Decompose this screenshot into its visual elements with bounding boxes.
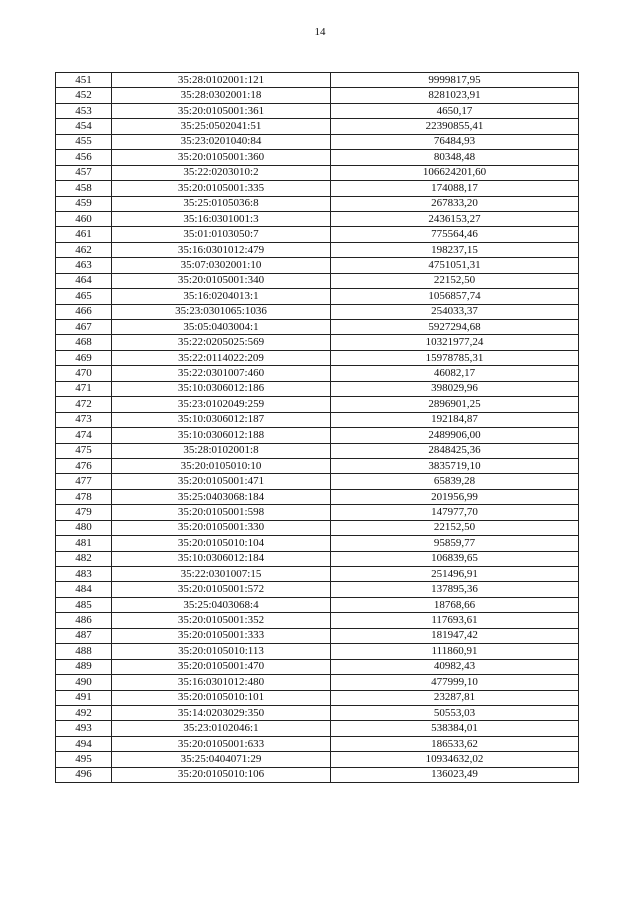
cadastral-number-cell: 35:22:0114022:209 xyxy=(112,350,331,365)
table-row xyxy=(56,505,579,520)
row-number-cell: 471 xyxy=(56,381,112,396)
row-number-cell: 458 xyxy=(56,181,112,196)
cadastral-number-cell: 35:23:0102046:1 xyxy=(112,721,331,736)
cadastral-number-cell: 35:20:0105001:633 xyxy=(112,736,331,751)
cadastral-number-cell: 35:20:0105001:361 xyxy=(112,103,331,118)
value-cell: 46082,17 xyxy=(331,366,579,381)
table-row xyxy=(56,752,579,767)
row-number-cell: 453 xyxy=(56,103,112,118)
row-number-cell: 487 xyxy=(56,628,112,643)
value-cell: 80348,48 xyxy=(331,150,579,165)
value-cell: 2896901,25 xyxy=(331,397,579,412)
table-row xyxy=(56,613,579,628)
value-cell: 18768,66 xyxy=(331,597,579,612)
page-number: 14 xyxy=(314,26,326,38)
row-number-cell: 482 xyxy=(56,551,112,566)
row-number-cell: 462 xyxy=(56,242,112,257)
cadastral-number-cell: 35:20:0105001:470 xyxy=(112,659,331,674)
table-row xyxy=(56,381,579,396)
table-row xyxy=(56,289,579,304)
cadastral-number-cell: 35:25:0105036:8 xyxy=(112,196,331,211)
table-row xyxy=(56,227,579,242)
row-number-cell: 456 xyxy=(56,150,112,165)
cadastral-number-cell: 35:28:0102001:121 xyxy=(112,73,331,88)
value-cell: 15978785,31 xyxy=(331,350,579,365)
row-number-cell: 486 xyxy=(56,613,112,628)
row-number-cell: 478 xyxy=(56,489,112,504)
cadastral-number-cell: 35:20:0105001:330 xyxy=(112,520,331,535)
value-cell: 192184,87 xyxy=(331,412,579,427)
row-number-cell: 485 xyxy=(56,597,112,612)
row-number-cell: 465 xyxy=(56,289,112,304)
value-cell: 95859,77 xyxy=(331,536,579,551)
row-number-cell: 466 xyxy=(56,304,112,319)
row-number-cell: 455 xyxy=(56,134,112,149)
value-cell: 22390855,41 xyxy=(331,119,579,134)
cadastral-number-cell: 35:23:0102049:259 xyxy=(112,397,331,412)
cadastral-number-cell: 35:25:0403068:184 xyxy=(112,489,331,504)
value-cell: 117693,61 xyxy=(331,613,579,628)
value-cell: 181947,42 xyxy=(331,628,579,643)
cadastral-number-cell: 35:20:0105010:113 xyxy=(112,644,331,659)
row-number-cell: 481 xyxy=(56,536,112,551)
row-number-cell: 491 xyxy=(56,690,112,705)
value-cell: 174088,17 xyxy=(331,181,579,196)
cadastral-number-cell: 35:22:0203010:2 xyxy=(112,165,331,180)
cadastral-number-cell: 35:10:0306012:186 xyxy=(112,381,331,396)
table-row xyxy=(56,659,579,674)
cadastral-number-cell: 35:28:0302001:18 xyxy=(112,88,331,103)
value-cell: 147977,70 xyxy=(331,505,579,520)
table-row xyxy=(56,690,579,705)
row-number-cell: 454 xyxy=(56,119,112,134)
table-row xyxy=(56,721,579,736)
cadastral-number-cell: 35:23:0301065:1036 xyxy=(112,304,331,319)
row-number-cell: 472 xyxy=(56,397,112,412)
table-row xyxy=(56,181,579,196)
table-row xyxy=(56,242,579,257)
cadastral-number-cell: 35:20:0105001:352 xyxy=(112,613,331,628)
value-cell: 106839,65 xyxy=(331,551,579,566)
table-row xyxy=(56,150,579,165)
table-row xyxy=(56,258,579,273)
value-cell: 5927294,68 xyxy=(331,320,579,335)
value-cell: 254033,37 xyxy=(331,304,579,319)
cadastral-number-cell: 35:20:0105010:101 xyxy=(112,690,331,705)
cadastral-number-cell: 35:14:0203029:350 xyxy=(112,705,331,720)
row-number-cell: 477 xyxy=(56,474,112,489)
table-row xyxy=(56,134,579,149)
row-number-cell: 461 xyxy=(56,227,112,242)
table-row xyxy=(56,644,579,659)
table-row xyxy=(56,443,579,458)
table-row xyxy=(56,304,579,319)
row-number-cell: 489 xyxy=(56,659,112,674)
cadastral-number-cell: 35:20:0105010:104 xyxy=(112,536,331,551)
value-cell: 398029,96 xyxy=(331,381,579,396)
row-number-cell: 452 xyxy=(56,88,112,103)
value-cell: 201956,99 xyxy=(331,489,579,504)
cadastral-number-cell: 35:07:0302001:10 xyxy=(112,258,331,273)
value-cell: 2436153,27 xyxy=(331,211,579,226)
row-number-cell: 460 xyxy=(56,211,112,226)
table-row xyxy=(56,320,579,335)
row-number-cell: 468 xyxy=(56,335,112,350)
table-row xyxy=(56,211,579,226)
cadastral-number-cell: 35:05:0403004:1 xyxy=(112,320,331,335)
table-row xyxy=(56,675,579,690)
value-cell: 10934632,02 xyxy=(331,752,579,767)
value-cell: 76484,93 xyxy=(331,134,579,149)
row-number-cell: 459 xyxy=(56,196,112,211)
table-row xyxy=(56,767,579,782)
value-cell: 2489906,00 xyxy=(331,428,579,443)
cadastral-number-cell: 35:23:0201040:84 xyxy=(112,134,331,149)
row-number-cell: 495 xyxy=(56,752,112,767)
value-cell: 2848425,36 xyxy=(331,443,579,458)
table-row xyxy=(56,536,579,551)
cadastral-number-cell: 35:10:0306012:188 xyxy=(112,428,331,443)
table-row xyxy=(56,567,579,582)
cadastral-number-cell: 35:22:0205025:569 xyxy=(112,335,331,350)
value-cell: 538384,01 xyxy=(331,721,579,736)
table-row xyxy=(56,474,579,489)
table-row xyxy=(56,428,579,443)
row-number-cell: 467 xyxy=(56,320,112,335)
cadastral-number-cell: 35:20:0105010:106 xyxy=(112,767,331,782)
row-number-cell: 492 xyxy=(56,705,112,720)
cadastral-number-cell: 35:01:0103050:7 xyxy=(112,227,331,242)
value-cell: 50553,03 xyxy=(331,705,579,720)
cadastral-number-cell: 35:16:0301012:480 xyxy=(112,675,331,690)
value-cell: 10321977,24 xyxy=(331,335,579,350)
table-row xyxy=(56,412,579,427)
table-body xyxy=(56,73,579,783)
row-number-cell: 451 xyxy=(56,73,112,88)
value-cell: 111860,91 xyxy=(331,644,579,659)
value-cell: 136023,49 xyxy=(331,767,579,782)
value-cell: 22152,50 xyxy=(331,520,579,535)
row-number-cell: 490 xyxy=(56,675,112,690)
value-cell: 4751051,31 xyxy=(331,258,579,273)
cadastral-number-cell: 35:20:0105001:598 xyxy=(112,505,331,520)
table-row xyxy=(56,597,579,612)
cadastral-number-cell: 35:22:0301007:460 xyxy=(112,366,331,381)
cadastral-number-cell: 35:22:0301007:15 xyxy=(112,567,331,582)
row-number-cell: 474 xyxy=(56,428,112,443)
table-row xyxy=(56,88,579,103)
cadastral-number-cell: 35:20:0105001:335 xyxy=(112,181,331,196)
value-cell: 40982,43 xyxy=(331,659,579,674)
table-row xyxy=(56,165,579,180)
value-cell: 198237,15 xyxy=(331,242,579,257)
row-number-cell: 479 xyxy=(56,505,112,520)
row-number-cell: 493 xyxy=(56,721,112,736)
row-number-cell: 469 xyxy=(56,350,112,365)
cadastral-number-cell: 35:20:0105001:360 xyxy=(112,150,331,165)
cadastral-number-cell: 35:20:0105001:340 xyxy=(112,273,331,288)
value-cell: 106624201,60 xyxy=(331,165,579,180)
table-row xyxy=(56,582,579,597)
row-number-cell: 473 xyxy=(56,412,112,427)
value-cell: 22152,50 xyxy=(331,273,579,288)
cadastral-number-cell: 35:16:0301012:479 xyxy=(112,242,331,257)
value-cell: 775564,46 xyxy=(331,227,579,242)
row-number-cell: 496 xyxy=(56,767,112,782)
table-row xyxy=(56,705,579,720)
value-cell: 267833,20 xyxy=(331,196,579,211)
cadastral-number-cell: 35:10:0306012:184 xyxy=(112,551,331,566)
row-number-cell: 488 xyxy=(56,644,112,659)
value-cell: 1056857,74 xyxy=(331,289,579,304)
value-cell: 8281023,91 xyxy=(331,88,579,103)
table-row xyxy=(56,489,579,504)
row-number-cell: 476 xyxy=(56,458,112,473)
table-row xyxy=(56,458,579,473)
row-number-cell: 483 xyxy=(56,567,112,582)
table-row xyxy=(56,196,579,211)
cadastral-number-cell: 35:28:0102001:8 xyxy=(112,443,331,458)
table-row xyxy=(56,119,579,134)
table-row xyxy=(56,397,579,412)
table-row xyxy=(56,551,579,566)
value-cell: 251496,91 xyxy=(331,567,579,582)
table-row xyxy=(56,736,579,751)
value-cell: 4650,17 xyxy=(331,103,579,118)
cadastral-number-cell: 35:20:0105001:333 xyxy=(112,628,331,643)
table-row xyxy=(56,350,579,365)
table-row xyxy=(56,273,579,288)
row-number-cell: 464 xyxy=(56,273,112,288)
value-cell: 3835719,10 xyxy=(331,458,579,473)
value-cell: 9999817,95 xyxy=(331,73,579,88)
table-row xyxy=(56,103,579,118)
cadastral-number-cell: 35:16:0301001:3 xyxy=(112,211,331,226)
row-number-cell: 463 xyxy=(56,258,112,273)
row-number-cell: 480 xyxy=(56,520,112,535)
table-row xyxy=(56,73,579,88)
row-number-cell: 475 xyxy=(56,443,112,458)
cadastral-number-cell: 35:20:0105001:572 xyxy=(112,582,331,597)
table-row xyxy=(56,335,579,350)
cadastral-number-cell: 35:16:0204013:1 xyxy=(112,289,331,304)
value-cell: 477999,10 xyxy=(331,675,579,690)
cadastral-number-cell: 35:25:0404071:29 xyxy=(112,752,331,767)
cadastral-number-cell: 35:10:0306012:187 xyxy=(112,412,331,427)
row-number-cell: 470 xyxy=(56,366,112,381)
row-number-cell: 494 xyxy=(56,736,112,751)
row-number-cell: 484 xyxy=(56,582,112,597)
cadastral-number-cell: 35:25:0403068:4 xyxy=(112,597,331,612)
cadastral-value-table xyxy=(55,72,579,783)
value-cell: 186533,62 xyxy=(331,736,579,751)
value-cell: 137895,36 xyxy=(331,582,579,597)
value-cell: 65839,28 xyxy=(331,474,579,489)
table-row xyxy=(56,520,579,535)
cadastral-number-cell: 35:20:0105001:471 xyxy=(112,474,331,489)
cadastral-number-cell: 35:20:0105010:10 xyxy=(112,458,331,473)
value-cell: 23287,81 xyxy=(331,690,579,705)
cadastral-number-cell: 35:25:0502041:51 xyxy=(112,119,331,134)
table-row xyxy=(56,628,579,643)
row-number-cell: 457 xyxy=(56,165,112,180)
table-row xyxy=(56,366,579,381)
